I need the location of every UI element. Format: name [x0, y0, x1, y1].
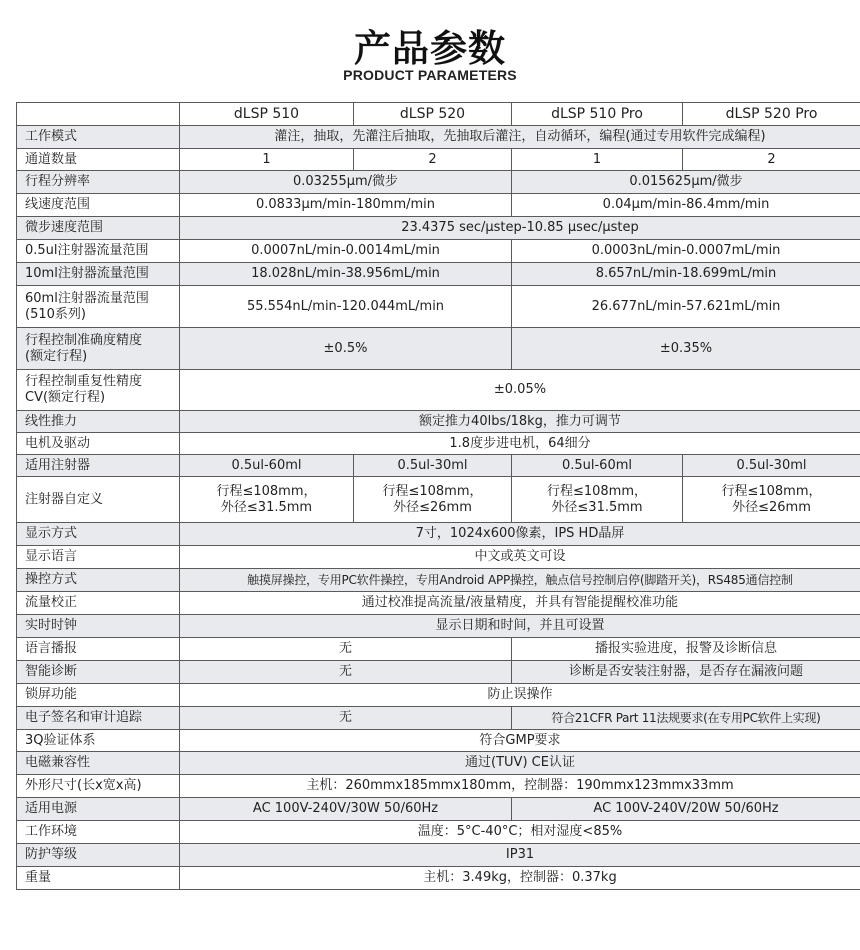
table-row [17, 821, 860, 844]
row-label: 智能诊断 [17, 661, 180, 684]
cell: ±0.35% [512, 328, 860, 370]
row-label-line: 行程控制重复性精度 [25, 374, 143, 389]
cell [683, 477, 860, 523]
row-label: 电机及驱动 [17, 433, 180, 455]
row-label-line: 60ml注射器流量范围 [25, 290, 149, 306]
column-header: dLSP 520 [354, 103, 512, 126]
cell: IP31 [180, 844, 860, 867]
row-label: 0.5ul注射器流量范围 [17, 240, 180, 263]
cell [512, 477, 683, 523]
row-label: 10ml注射器流量范围 [17, 263, 180, 286]
cell: 1 [512, 149, 683, 171]
row-label: 通道数量 [17, 149, 180, 171]
cell: 1.8度步进电机，64细分 [180, 433, 860, 455]
cell: 0.03255μm/微步 [180, 171, 512, 194]
table-row [17, 661, 860, 684]
row-label: 线速度范围 [17, 194, 180, 217]
table-row [17, 370, 860, 411]
row-label: 显示方式 [17, 523, 180, 546]
row-label: 操控方式 [17, 569, 180, 592]
cell: 符合21CFR Part 11法规要求(在专用PC软件上实现) [512, 707, 860, 730]
row-label: 工作模式 [17, 126, 180, 149]
cell: 0.0003nL/min-0.0007mL/min [512, 240, 860, 263]
cell: 通过(TUV) CE认证 [180, 752, 860, 775]
cell-line: 外径≤31.5mm [220, 499, 313, 515]
row-label: 线性推力 [17, 411, 180, 433]
cell: 2 [354, 149, 512, 171]
cell: 0.5ul-60ml [512, 455, 683, 477]
row-label: 微步速度范围 [17, 217, 180, 240]
table-header-row [17, 103, 860, 126]
cell-line: 行程≤108mm， [721, 483, 822, 499]
column-header: dLSP 520 Pro [683, 103, 860, 126]
row-label: 适用注射器 [17, 455, 180, 477]
table-row [17, 798, 860, 821]
table-row [17, 638, 860, 661]
cell-line: 外径≤26mm [732, 499, 811, 515]
cell: 2 [683, 149, 860, 171]
cell: 0.0833μm/min-180mm/min [180, 194, 512, 217]
cell: 18.028nL/min-38.956mL/min [180, 263, 512, 286]
table-row [17, 844, 860, 867]
cell: 0.5ul-60ml [180, 455, 354, 477]
cell-line: 外径≤26mm [393, 499, 472, 515]
table-row [17, 569, 860, 592]
cell: 无 [180, 707, 512, 730]
row-label [17, 286, 180, 328]
table-row [17, 546, 860, 569]
table-row [17, 523, 860, 546]
cell: 无 [180, 661, 512, 684]
cell: AC 100V-240V/30W 50/60Hz [180, 798, 512, 821]
cell: 触摸屏操控，专用PC软件操控，专用Android APP操控，触点信号控制启停(脚踏开关)，RS485通信控制 [180, 569, 860, 592]
table-row [17, 126, 860, 149]
row-label: 防护等级 [17, 844, 180, 867]
table-row [17, 411, 860, 433]
row-label: 工作环境 [17, 821, 180, 844]
cell: 26.677nL/min-57.621mL/min [512, 286, 860, 328]
row-label: 适用电源 [17, 798, 180, 821]
row-label-line: (510系列) [25, 306, 86, 322]
cell: 0.5ul-30ml [354, 455, 512, 477]
cell: 无 [180, 638, 512, 661]
page-title: 产品参数 [354, 27, 506, 70]
cell [354, 477, 512, 523]
table-row [17, 217, 860, 240]
cell: 0.015625μm/微步 [512, 171, 860, 194]
cell: 0.0007nL/min-0.0014mL/min [180, 240, 512, 263]
table-row [17, 433, 860, 455]
cell: 防止误操作 [180, 684, 860, 707]
row-label: 实时时钟 [17, 615, 180, 638]
cell: 7寸，1024x600像素，IPS HD晶屏 [180, 523, 860, 546]
table-row [17, 752, 860, 775]
row-label [17, 370, 180, 411]
table-row [17, 592, 860, 615]
table-row [17, 149, 860, 171]
table-row [17, 240, 860, 263]
row-label: 显示语言 [17, 546, 180, 569]
column-header: dLSP 510 Pro [512, 103, 683, 126]
row-label: 流量校正 [17, 592, 180, 615]
row-label: 电子签名和审计追踪 [17, 707, 180, 730]
table-row [17, 684, 860, 707]
cell: 额定推力40lbs/18kg，推力可调节 [180, 411, 860, 433]
cell: 播报实验进度，报警及诊断信息 [512, 638, 860, 661]
page-subtitle: PRODUCT PARAMETERS [343, 67, 517, 83]
row-label-line: CV(额定行程) [25, 390, 106, 405]
cell-line: 外径≤31.5mm [551, 499, 643, 515]
row-label: 语言播报 [17, 638, 180, 661]
cell: 8.657nL/min-18.699mL/min [512, 263, 860, 286]
table-row [17, 263, 860, 286]
cell-line: 行程≤108mm， [382, 483, 483, 499]
cell: 0.04μm/min-86.4mm/min [512, 194, 860, 217]
row-label: 电磁兼容性 [17, 752, 180, 775]
table-row [17, 455, 860, 477]
table-row [17, 477, 860, 523]
cell: 中文或英文可设 [180, 546, 860, 569]
cell: 0.5ul-30ml [683, 455, 860, 477]
cell: AC 100V-240V/20W 50/60Hz [512, 798, 860, 821]
cell: ±0.05% [180, 370, 860, 411]
cell [180, 477, 354, 523]
cell: 1 [180, 149, 354, 171]
table-row [17, 286, 860, 328]
cell: ±0.5% [180, 328, 512, 370]
column-header: dLSP 510 [180, 103, 354, 126]
cell-line: 行程≤108mm， [216, 483, 317, 499]
row-label: 3Q验证体系 [17, 730, 180, 752]
cell: 55.554nL/min-120.044mL/min [180, 286, 512, 328]
cell: 主机：260mmx185mmx180mm，控制器：190mmx123mmx33mm [180, 775, 860, 798]
table-row [17, 707, 860, 730]
row-label: 注射器自定义 [17, 477, 180, 523]
table-row [17, 775, 860, 798]
cell: 主机：3.49kg，控制器：0.37kg [180, 867, 860, 890]
row-label-line: (额定行程) [25, 348, 88, 364]
cell: 23.4375 sec/μstep-10.85 μsec/μstep [180, 217, 860, 240]
cell: 温度：5°C-40°C；相对湿度<85% [180, 821, 860, 844]
row-label: 锁屏功能 [17, 684, 180, 707]
table-row [17, 328, 860, 370]
row-label [17, 328, 180, 370]
row-label-line: 行程控制准确度精度 [25, 332, 143, 348]
table-row [17, 171, 860, 194]
cell-line: 行程≤108mm， [546, 483, 648, 499]
header-corner [17, 103, 180, 126]
table-row [17, 194, 860, 217]
parameters-table [16, 102, 860, 890]
table-row [17, 867, 860, 890]
table-row [17, 730, 860, 752]
row-label: 重量 [17, 867, 180, 890]
row-label: 行程分辨率 [17, 171, 180, 194]
cell: 通过校准提高流量/液量精度，并具有智能提醒校准功能 [180, 592, 860, 615]
cell: 显示日期和时间，并且可设置 [180, 615, 860, 638]
row-label: 外形尺寸(长x宽x高) [17, 775, 180, 798]
cell: 符合GMP要求 [180, 730, 860, 752]
table-row [17, 615, 860, 638]
cell: 诊断是否安装注射器，是否存在漏液问题 [512, 661, 860, 684]
cell: 灌注，抽取，先灌注后抽取，先抽取后灌注，自动循环，编程(通过专用软件完成编程) [180, 126, 860, 149]
